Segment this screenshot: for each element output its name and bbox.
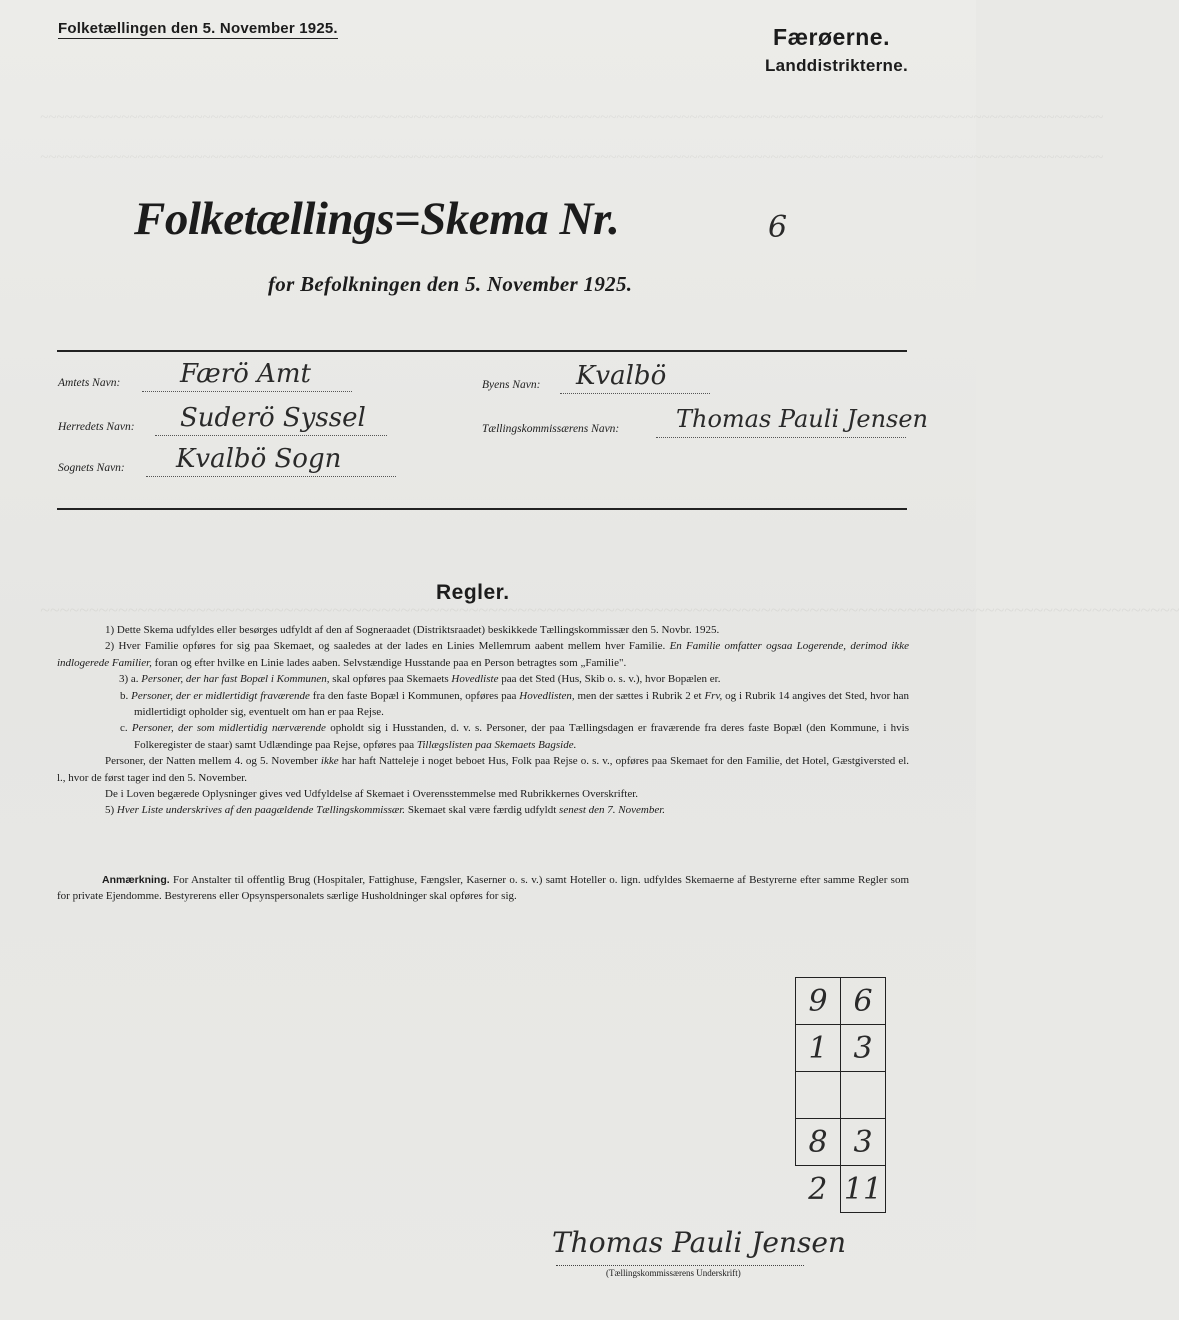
sogn-value: Kvalbö Sogn [176, 444, 342, 474]
tally-cell: 9 [796, 978, 841, 1025]
kommissaer-value: Thomas Pauli Jensen [676, 405, 928, 433]
note-label: Anmærkning. [102, 874, 170, 886]
rule-6: 5) Hver Liste underskrives af den paagældende Tællingskommissær. Skemaet skal være færdig udfyldt senest den 7. November. [105, 804, 666, 817]
district-type: Landdistrikterne. [764, 56, 908, 75]
signature: Thomas Pauli Jensen [552, 1226, 846, 1259]
tally-cell: 6 [841, 978, 886, 1025]
by-line [560, 393, 710, 394]
tally-cell: 3 [841, 1119, 886, 1166]
note [57, 872, 909, 905]
rule-4: Personer, der Natten mellem 4. og 5. November ikke har haft Natteleje i noget beboet Hus, Folk paa Rejse o. s. v., opføres paa Skemaet for den Familie, det Hotel, Gæstgiversted el. l., hvor de først tager ind den 5. November. [57, 755, 910, 784]
top-divider [57, 350, 907, 352]
amt-label: Amtets Navn: [58, 377, 121, 389]
herred-value: Suderö Syssel [180, 403, 366, 433]
sogn-line [146, 476, 396, 477]
bleed-through-marks: ~~~~~~~~~~~~~~~~~~~~~~~~~~~~~~~~~~~~~~~~~~~~~~~~~~~~~~~~~~~~~~~~~~~~~~~~~~~~~~~~~~~~~~~~~~~~~~~~~~~~~~~~~~~~~~~~~~~~~ [40, 600, 1179, 620]
signature-caption: (Tællingskommissærens Underskrift) [606, 1268, 741, 1278]
bleed-through-marks: ~~~~~~~~~~~~~~~~~~~~~~~~~~~~~~~~~~~~~~~~~~~~~~~~~~~~~~~~~~~~~~~~~~~~~~~~~~~~~~~~~~~~~~~~~~~~~~~~~~~~~~~~~~~~~~~~~~~~~~~~~~~~~~~~~~~ [40, 150, 1104, 166]
bleed-through-marks: ~~~~~~~~~~~~~~~~~~~~~~~~~~~~~~~~~~~~~~~~~~~~~~~~~~~~~~~~~~~~~~~~~~~~~~~~~~~~~~~~~~~~~~~~~~~~~~~~~~~~~~~~~~~~~~~~~~~~~~~~~~~~~~~~~~~ [40, 110, 1104, 126]
rule-5: De i Loven begærede Oplysninger gives ved Udfyldelse af Skemaet i Overensstemmelse med Rubrikkernes Overskrifter. [105, 788, 639, 801]
herred-line [155, 435, 387, 436]
rule-1: 1) Dette Skema udfyldes eller besørges udfyldt af den af Sogneraadet (Distriktsraadet) beskikkede Tællingskommissær den 5. Novbr. 1925. [105, 624, 720, 636]
rule-3a: 3) a. Personer, der har fast Bopæl i Kommunen, skal opføres paa Skemaets Hovedliste paa det Sted (Hus, Skib o. s. v.), hvor Bopælen er. [119, 673, 721, 686]
signature-line [556, 1265, 804, 1266]
tally-cell: 3 [841, 1025, 886, 1072]
form-subtitle: for Befolkningen den 5. November 1925. [268, 272, 633, 296]
by-value: Kvalbö [576, 361, 667, 391]
note-text: For Anstalter til offentlig Brug (Hospitaler, Fattighuse, Fængsler, Kaserner o. s. v.) samt Hoteller o. lign. udfyldes Skemaerne af Bestyrerne efter samme Regler som for private Ejendomme. Bestyrerens eller Opsynspersonalets særlige Husholdninger skal opføres for sig. [57, 874, 909, 903]
kommissaer-label: Tællingskommissærens Navn: [482, 423, 620, 435]
rules-heading: Regler. [436, 581, 510, 604]
tally-cell: 11 [841, 1166, 886, 1213]
form-number: 6 [768, 210, 788, 245]
herred-label: Herredets Navn: [58, 421, 135, 433]
rule-2: 2) Hver Familie opføres for sig paa Skemaet, og saaledes at der lades en Linies Mellemrum aabent mellem hver Familie. En Familie omfatter ogsaa Logerende, derimod ikke indlogerede Familier, foran og efter hvilke en Linie lades aaben. Selvstændige Husstande paa en Person betragtes som „Familie". [57, 640, 909, 669]
bottom-divider [57, 508, 907, 510]
tally-cell [841, 1072, 886, 1119]
by-label: Byens Navn: [482, 379, 541, 391]
kommissaer-line [656, 437, 906, 438]
tally-cell [796, 1072, 841, 1119]
region-title: Færøerne. [773, 24, 890, 50]
amt-value: Færö Amt [180, 359, 311, 389]
census-date-header: Folketællingen den 5. November 1925. [58, 20, 338, 37]
rules-body [57, 622, 909, 819]
tally-cell: 8 [796, 1119, 841, 1166]
tally-cell: 1 [796, 1025, 841, 1072]
sogn-label: Sognets Navn: [58, 462, 125, 474]
rule-3c: c. Personer, der som midlertidig nærværende opholdt sig i Husstanden, d. v. s. Personer, der paa Tællingsdagen er fraværende fra deres faste Bopæl (den Kommune, i hvis Folkeregister de staar) samt Udlændinge paa Rejse, opføres paa Tillægslisten paa Skemaets Bagside. [120, 722, 910, 751]
tally-box [795, 977, 886, 1213]
amt-line [142, 391, 352, 392]
rule-3b: b. Personer, der er midlertidigt fraværende fra den faste Bopæl i Kommunen, opføres paa Hovedlisten, men der sættes i Rubrik 2 et Frv, og i Rubrik 14 angives det Sted, hvor han midlertidigt opholder sig, eventuelt om han er paa Rejse. [120, 689, 910, 719]
tally-cell: 2 [796, 1166, 841, 1213]
form-title: Folketællings=Skema Nr. [134, 193, 620, 245]
